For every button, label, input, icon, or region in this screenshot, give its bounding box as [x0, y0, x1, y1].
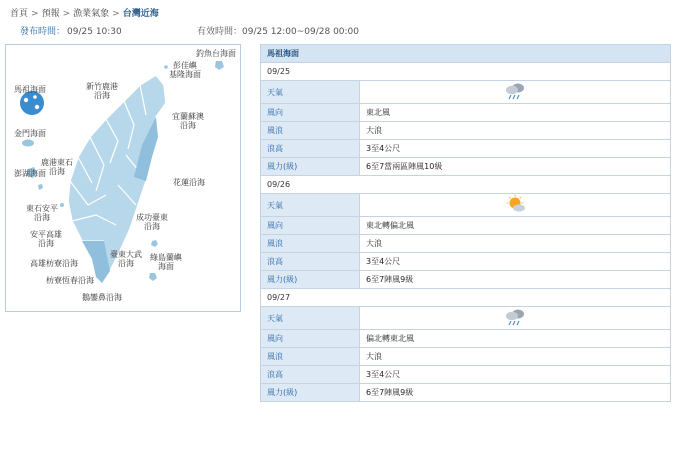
breadcrumb-forecast[interactable]: 預報	[41, 9, 60, 19]
label-greenisland[interactable]	[150, 253, 182, 271]
wave-height-value: 3至4公尺	[360, 140, 671, 158]
breadcrumb-current: 台灣近海	[122, 9, 159, 19]
wave-height-label: 浪高	[261, 253, 360, 271]
wave-height-label: 浪高	[261, 140, 360, 158]
label-dongshi-line1: 東石安平	[26, 204, 58, 213]
wind-force-label: 風力(級)	[261, 271, 360, 289]
wind-force-value: 6至7陣風9級	[360, 384, 671, 402]
label-yilan[interactable]	[172, 112, 204, 130]
wave-label: 風浪	[261, 348, 360, 366]
green-island	[151, 240, 158, 247]
weather-label: 天氣	[261, 81, 360, 104]
pengjia-island	[164, 65, 168, 69]
wind-force-row	[261, 384, 671, 402]
date-row	[261, 63, 671, 81]
wind-dir-row	[261, 330, 671, 348]
label-yilan-line1: 宜蘭蘇澳	[172, 112, 204, 121]
wave-height-value: 3至4公尺	[360, 366, 671, 384]
date-cell: 09/26	[261, 176, 671, 194]
label-greenisland-line1: 綠島蘭嶼	[150, 253, 182, 262]
date-cell: 09/27	[261, 289, 671, 307]
wave-height-value: 3至4公尺	[360, 253, 671, 271]
kinmen-island	[22, 140, 34, 147]
wind-dir-value: 東北風	[360, 104, 671, 122]
wind-dir-label: 風向	[261, 104, 360, 122]
mazu-marker	[20, 91, 44, 115]
label-mazu[interactable]: 馬祖海面	[14, 85, 46, 94]
weather-row	[261, 307, 671, 330]
issue-time-row	[20, 24, 122, 37]
valid-time: 有效時間：09/25 12:00~09/28 00:00	[197, 27, 360, 37]
label-eluanbi[interactable]: 鵝鑾鼻沿海	[82, 293, 122, 302]
area-name: 馬祖海面	[261, 45, 671, 63]
forecast-table	[260, 44, 671, 402]
wind-force-label: 風力(級)	[261, 158, 360, 176]
label-chenggong-line1: 成功臺東	[136, 213, 168, 222]
sun-cloud-icon	[503, 194, 527, 214]
label-dongshi-line2: 沿海	[34, 213, 50, 222]
label-penghu[interactable]: 澎湖海面	[14, 169, 46, 178]
weather-icon-cell	[360, 307, 671, 330]
diaoyu-island	[215, 61, 224, 70]
wind-dir-label: 風向	[261, 330, 360, 348]
wave-row	[261, 122, 671, 140]
label-pengjia-line1: 彭佳嶼	[173, 61, 197, 70]
label-lugang-line1: 鹿港東石	[41, 158, 73, 167]
wave-row	[261, 348, 671, 366]
breadcrumb-separator: >	[112, 9, 120, 19]
label-lugang-line2: 沿海	[49, 167, 65, 176]
weather-row	[261, 194, 671, 217]
label-diaoyu[interactable]: 釣魚台海面	[196, 49, 236, 58]
label-fangliao[interactable]: 枋寮恆春沿海	[46, 276, 94, 285]
wave-height-label: 浪高	[261, 366, 360, 384]
area-row	[261, 45, 671, 63]
breadcrumb-fishery[interactable]: 漁業氣象	[73, 9, 110, 19]
label-chenggong-line2: 沿海	[144, 222, 160, 231]
issue-time: 09/25 10:30	[67, 27, 122, 37]
label-pengjia-line2: 基隆海面	[169, 70, 201, 79]
label-hsinchu-line1: 新竹鹿港	[86, 82, 118, 91]
label-anping-line2: 沿海	[38, 239, 54, 248]
label-chenggong[interactable]	[136, 213, 168, 231]
wind-force-label: 風力(級)	[261, 384, 360, 402]
breadcrumb-home[interactable]: 首頁	[10, 9, 29, 19]
weather-label: 天氣	[261, 194, 360, 217]
wave-value: 大浪	[360, 235, 671, 253]
date-row	[261, 176, 671, 194]
label-hsinchu-line2: 沿海	[94, 91, 110, 100]
wind-dir-row	[261, 217, 671, 235]
breadcrumb	[10, 6, 159, 19]
wave-value: 大浪	[360, 348, 671, 366]
wind-force-value: 6至7當兩區陣風10級	[360, 158, 671, 176]
wave-label: 風浪	[261, 122, 360, 140]
wind-force-row	[261, 271, 671, 289]
issue-label: 發布時間：	[20, 27, 66, 37]
wave-height-row	[261, 253, 671, 271]
wind-force-value: 6至7陣風9級	[360, 271, 671, 289]
wind-dir-label: 風向	[261, 217, 360, 235]
label-pengjia[interactable]	[169, 61, 201, 79]
label-hsinchu[interactable]	[86, 82, 118, 100]
rain-cloud-icon	[503, 307, 527, 327]
wind-force-row	[261, 158, 671, 176]
weather-icon-cell	[360, 194, 671, 217]
label-dongshi[interactable]	[26, 204, 58, 222]
wind-dir-value: 偏北轉東北風	[360, 330, 671, 348]
wind-dir-value: 東北轉偏北風	[360, 217, 671, 235]
weather-row	[261, 81, 671, 104]
breadcrumb-separator: >	[62, 9, 71, 19]
wind-dir-row	[261, 104, 671, 122]
label-taitung[interactable]	[110, 250, 142, 268]
date-row	[261, 289, 671, 307]
wave-label: 風浪	[261, 235, 360, 253]
wave-value: 大浪	[360, 122, 671, 140]
wave-height-row	[261, 366, 671, 384]
label-hualien[interactable]: 花蓮沿海	[173, 178, 205, 187]
orchid-island	[149, 273, 157, 281]
label-taitung-line2: 沿海	[118, 259, 134, 268]
weather-icon-cell	[360, 81, 671, 104]
label-kinmen[interactable]: 金門海面	[14, 129, 46, 138]
date-cell: 09/25	[261, 63, 671, 81]
label-yilan-line2: 沿海	[180, 121, 196, 130]
label-greenisland-line2: 海面	[158, 262, 174, 271]
taiwan-sea-map	[5, 44, 241, 312]
wave-height-row	[261, 140, 671, 158]
label-kaohsiung[interactable]: 高雄枋寮沿海	[30, 259, 78, 268]
rain-cloud-icon	[503, 81, 527, 101]
label-anping-line1: 安平高雄	[30, 230, 62, 239]
label-anping[interactable]	[30, 230, 62, 248]
breadcrumb-separator: >	[31, 9, 39, 19]
wave-row	[261, 235, 671, 253]
label-taitung-line1: 臺東大武	[110, 250, 142, 259]
weather-label: 天氣	[261, 307, 360, 330]
